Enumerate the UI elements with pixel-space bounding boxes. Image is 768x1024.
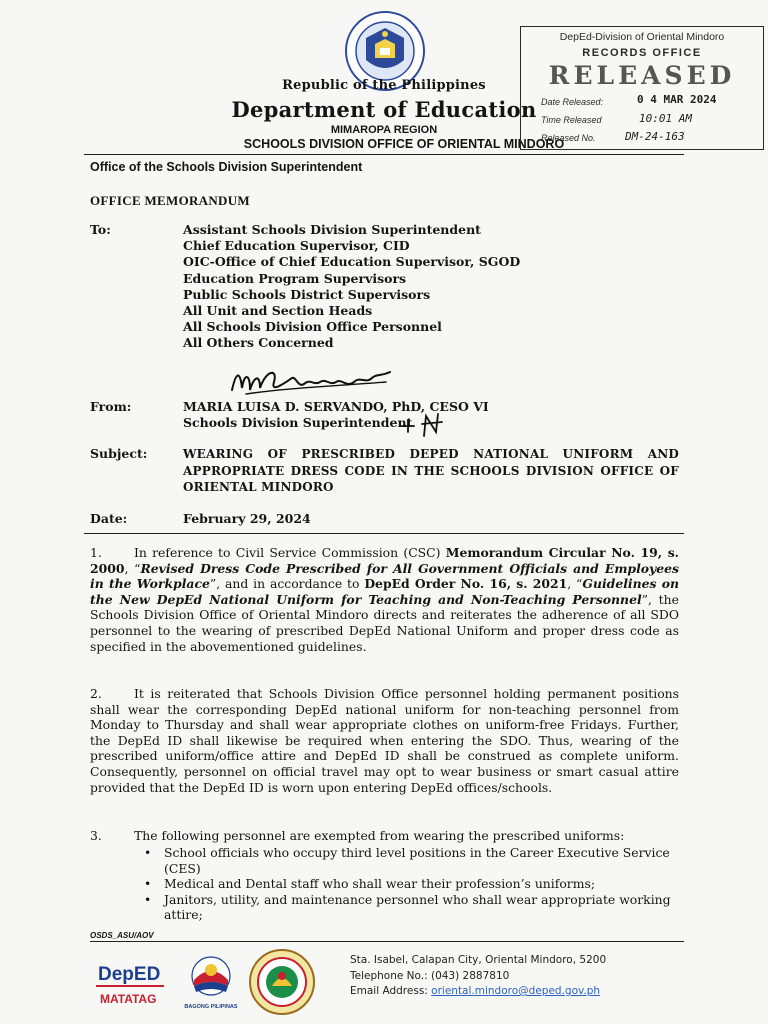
- contact-info: [350, 953, 606, 1000]
- handwritten-initial: [400, 410, 448, 440]
- paragraph-text: It is reiterated that Schools Division Office personnel holding permanent positions shall wear the corresponding DepEd national uniform for non-teaching personnel from Monday to Thursday and shall wear appropriate clothes on uniform-free Fridays. Further, the DepEd ID shall likewise be required when entering the SDO. Thus, wearing of the prescribed uniform/office attire and DepEd ID shall be construed as complete uniform. Consequently, personnel on official travel may opt to wear business or smart casual attire provided that the DepEd ID is worn upon entering DepEd offices/schools.: [90, 686, 679, 795]
- paragraph-text: , “: [567, 576, 583, 592]
- sender-name: MARIA LUISA D. SERVANDO, PhD, CESO VI: [183, 399, 489, 414]
- department-header: Department of Education: [231, 97, 537, 122]
- footer-divider: [90, 941, 684, 942]
- memo-title: OFFICE MEMORANDUM: [90, 193, 250, 208]
- recipient-item: All Schools Division Office Personnel: [183, 319, 442, 335]
- from-label: From:: [90, 399, 132, 414]
- reference-code: OSDS_ASU/AOV: [90, 931, 154, 940]
- stamp-no-value: DM-24-163: [625, 130, 685, 143]
- stamp-date-value: 0 4 MAR 2024: [637, 93, 717, 106]
- paragraph-text: In reference to Civil Service Commission (CSC): [134, 545, 446, 560]
- bagong-pilipinas-logo: [180, 950, 242, 1012]
- paragraph-3: [90, 828, 679, 844]
- reference-deped-order: DepEd Order No. 16, s. 2021: [364, 576, 568, 592]
- paragraph-number: 2.: [90, 686, 102, 701]
- paragraph-number: 1.: [90, 545, 102, 560]
- stamp-status: RELEASED: [548, 61, 736, 90]
- date-label: Date:: [90, 511, 128, 526]
- stamp-time-value: 10:01 AM: [639, 112, 692, 125]
- reference-deped-title: Guidelines on the New DepEd National Uniform for Teaching and Non-Teaching Personnel: [90, 576, 679, 607]
- subject-text: WEARING OF PRESCRIBED DEPED NATIONAL UNIFORM AND APPROPRIATE DRESS CODE IN THE SCHOOLS DIVISION OFFICE OF ORIENTAL MINDORO: [183, 447, 679, 494]
- office-line: Office of the Schools Division Superintendent: [90, 160, 363, 174]
- stamp-time-label: Time Released: [541, 115, 602, 125]
- stamp-date-label: Date Released:: [541, 97, 604, 107]
- region-header: MIMAROPA REGION: [330, 124, 438, 136]
- email-label: Email Address:: [350, 985, 432, 997]
- recipient-list: [183, 222, 520, 352]
- paragraph-1: [90, 545, 679, 654]
- records-released-stamp: [520, 26, 764, 150]
- list-item: • Medical and Dental staff who shall wear their profession’s uniforms;: [140, 876, 680, 892]
- recipient-item: OIC-Office of Chief Education Supervisor, SGOD: [183, 254, 521, 270]
- recipient-item: All Others Concerned: [183, 335, 334, 351]
- paragraph-2: [90, 686, 679, 795]
- logo-matatag-text: MATATAG: [100, 992, 157, 1006]
- logo-bagong-text: BAGONG PILIPINAS: [184, 1004, 238, 1010]
- division-seal-logo: [248, 948, 316, 1016]
- handwritten-signature: [226, 364, 398, 402]
- recipient-item: Assistant Schools Division Superintendent: [183, 222, 481, 237]
- stamp-no-label: Released No.: [541, 133, 596, 143]
- subject-label: Subject:: [90, 446, 148, 461]
- recipient-item: Chief Education Supervisor, CID: [183, 238, 410, 254]
- telephone-text: Telephone No.: (043) 2887810: [350, 969, 510, 982]
- date-divider: [84, 533, 684, 534]
- sender-title: Schools Division Superintendent: [183, 415, 413, 430]
- header-divider: [84, 154, 684, 155]
- division-header: SCHOOLS DIVISION OFFICE OF ORIENTAL MINDORO: [243, 137, 565, 151]
- email-line: [350, 984, 606, 1000]
- email-link[interactable]: oriental.mindoro@deped.gov.ph: [431, 985, 601, 997]
- recipient-item: Public Schools District Supervisors: [183, 286, 431, 302]
- paragraph-text: , “: [124, 560, 141, 576]
- paragraph-text: ”, the Schools Division Office of Oriental Mindoro directs and reiterates the adherence of all SDO personnel to the wearing of prescribed DepEd National Uniform and proper dress code as specified in the abovementioned guidelines.: [90, 591, 679, 654]
- stamp-unit: RECORDS OFFICE: [582, 47, 702, 59]
- recipient-item: Education Program Supervisors: [183, 270, 407, 286]
- list-item: • School officials who occupy third level positions in the Career Executive Service (CES): [140, 845, 680, 876]
- republic-header: Republic of the Philippines: [282, 78, 486, 93]
- memo-date: February 29, 2024: [183, 511, 311, 526]
- to-label: To:: [90, 222, 111, 237]
- paragraph-number: 3.: [90, 828, 102, 843]
- paragraph-text: ”, and in accordance to: [209, 576, 365, 592]
- paragraph-text: The following personnel are exempted from wearing the prescribed uniforms:: [134, 828, 625, 843]
- recipient-item: All Unit and Section Heads: [183, 303, 373, 319]
- exemption-list: [140, 845, 680, 923]
- reference-csc-title: Revised Dress Code Prescribed for All Government Officials and Employees in the Workplace: [90, 560, 680, 592]
- stamp-office: DepEd-Division of Oriental Mindoro: [559, 31, 725, 43]
- address-text: Sta. Isabel, Calapan City, Oriental Mindoro, 5200: [350, 954, 607, 966]
- logo-deped-text: DepED: [98, 964, 161, 985]
- list-item: • Janitors, utility, and maintenance personnel who shall wear appropriate working attire;: [140, 892, 680, 923]
- reference-csc-circular: Memorandum Circular No. 19, s. 2000: [90, 545, 679, 576]
- deped-matatag-logo: [94, 958, 166, 1010]
